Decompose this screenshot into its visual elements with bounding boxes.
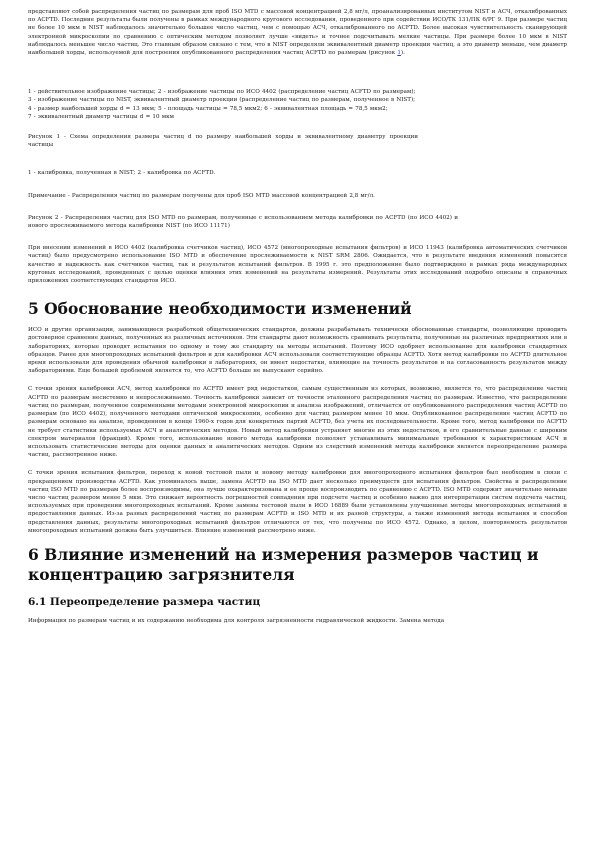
section-6-1-paragraph: Информация по размерам частиц и их содержанию необходима для контроля загрязненности гидравлической жидкости. Замена метода [28, 617, 445, 624]
iso-4402-paragraph: При внесении изменений в ИСО 4402 (калибровка счетчиков частиц), ИСО 4572 (многопроходные испытания фильтров) и ИСО 11943 (калибровка автоматических счетчиков частиц) было предусмотрено использование ISO MTD и обеспечение прослеживаемости к NIST SRM 2806. Ожидается, что в результате введения изменений повысятся качество и надежность как счетчиков частиц, так и результатов испытаний фильтров. В 1995 г. это предположение было подтверждено в рамках ряда международных круговых исследований, проведенных с целью оценки влияния этих изменений на результаты измерений. Результаты этих исследований подробно описаны в справочных приложениях соответствующих стандартов ИСО. [28, 245, 567, 285]
legend-line-2: 3 - изображение частицы по NIST, эквивалентный диаметр проекции (распределение частиц по размерам, полученное в NIST); [28, 97, 416, 104]
section-5-paragraph-3: С точки зрения испытания фильтров, переход к новой тестовой пыли и новому методу калибровки для многопроходного испытания фильтров был необходим в связи с прекращением производства ACFTD. Как упоминалось выше, замена ACFTD на ISO MTD дает несколько преимуществ для испытания фильтров. Свойства и распределение частиц ISO MTD по размерам более воспроизводимы, она лучше охарактеризована и ее проще воспроизводить по сравнению с ACFTD. ISO MTD содержит значительно меньше число частиц размером менее 5 мкм. Это снижает вероятность погрешностей совпадения при подсчете частиц и особенно важно для интерпретации систем подсчета частиц, используемых при проведении многопроходных испытаний. Кроме замены тестовой пыли в ИСО 16889 были установлены улучшенные методы многопроходных испытаний и предоставления данных. Из-за разных распределений частиц по размерам ACFTD и ISO MTD и их разной структуры, а также изменений метода испытания и способов представления данных, результаты многопроходных испытаний фильтров отличаются от тех, что получены по ИСО 4572. Однако, в целом, повторяемость результатов многопроходных испытаний должна быть улучшиться. Влияние изменений рассмотрено ниже. [28, 470, 567, 534]
legend-line-3: 4 - размер наибольшей хорды d = 13 мкм; 5 - площадь частицы = 78,5 мкм2; 6 - эквивалентная площадь = 78,5 мкм2; [28, 105, 388, 112]
figure-1-legend [28, 88, 567, 121]
intro-text-end: ). [400, 50, 405, 57]
section-6-1-heading: 6.1 Переопределение размера частиц [28, 595, 261, 608]
figure-2-note: Примечание - Распределения частиц по размерам получены для проб ISO MTD массовой концентрацией 2,8 мг/л. [28, 192, 375, 199]
intro-text: представляют собой распределения частиц по размерам для проб ISO MTD с массовой концентрацией 2,8 мг/л, проанализированных институтом NIST и АСЧ, откалиброванных по ACFTD. Последние результаты были получены в рамках международного кругового исследования, проведенного при содействии ИСО/ТК 131/ПК 6/РГ 9. При размере частиц не более 10 мкм в NIST наблюдалось значительно большее число частиц, чем с помощью АСЧ, откалиброванного по ACFTD. Более высокая чувствительность сканирующей электронной микроскопии по сравнению с оптическим методом позволяет лучше «видеть» и точнее подсчитывать мелкие частицы. При размере более 10 мкм в NIST наблюдалось меньшее число частиц. Это главным образом связано с тем, что в NIST определяли эквивалентный диаметр проекции частиц, а это диаметр меньше, чем диаметр наибольшей хорды, используемой для построения опубликованного распределения частиц ACFTD по размерам (рисунок [28, 9, 567, 57]
section-5-heading: 5 Обоснование необходимости изменений [28, 299, 412, 319]
section-5-paragraph-2: С точки зрения калибровки АСЧ, метод калибровки по ACFTD имеет ряд недостатков, самым существенным из которых, возможно, является то, что распределение частиц ACFTD по размерам несистемно и непрослеживаемо. Точность калибровки зависит от точности эталонного распределения частиц по размерам. Известно, что распределение частиц по размерам, полученное современными методами электронной микроскопии и анализа изображений, отличается от опубликованного распределения частиц ACFTD по размерам (по ИСО 4402), полученного методами оптической микроскопии, особенно для частиц размером менее 10 мкм. Опубликованное распределение частиц ACFTD по размерам основано на анализе, проведенном в конце 1960-х годов для конкретных партий ACFTD, без учета их последовательности. Кроме того, метод калибровки по ACFTD не требует статистики используемых АСЧ и аналитических методов. Новый метод калибровки устраняет многие из этих недостатков, и его сравнительные данные с широким спектром материалов (фракций). Кроме того, использование нового метода калибровки позволяет устанавливать минимальные требования к характеристикам АСЧ и использовать статистические методы для оценки данных и аналитических методов. Одним из следствий изменений метода калибровки является переопределение размера частиц, рассмотренное ниже. [28, 386, 567, 459]
figure-2-legend: 1 - калибровка, полученная в NIST; 2 - калибровка по ACFTD. [28, 170, 216, 177]
figure-1-caption: Рисунок 1 - Схема определения размера частиц d по размеру наибольшей хорды и эквивалентному диаметру проекции частицы [28, 134, 418, 149]
figure-2-caption: Рисунок 2 - Распределения частиц для ISO MTD по размерам, полученные с использованием метода калибровки по ACFTD (по ИСО 4402) и нового прослеживаемого метода калибровки NIST (по ИСО 11171) [28, 214, 458, 230]
legend-line-4: 7 - эквивалентный диаметр частицы d = 10 мкм [28, 113, 174, 120]
section-5-paragraph-1: ИСО и другие организации, занимающиеся разработкой общетехнических стандартов, должны разрабатывать технически обоснованные стандарты, позволяющие проводить достоверное сравнение данных, полученных из различных источников. Эти стандарты дают возможность сравнивать результаты, полученные на различных предприятиях или в лабораториях, которые проводят испытания по одному и тому же стандарту на методы испытаний. Поэтому ИСО одобряет использование для калибровки стандартных образцов. Ранее для многопроходных испытаний фильтров и для калибровки АСЧ использовали соответствующие образцы ACFTD. Хотя метод калибровки по ACFTD длительное время использовали для проведения обычной калибровки в лабораториях, он имеет недостатки, влияющие на точность результатов и на согласованность результатов между лабораториями. Еще большей проблемой является то, что ACFTD больше не выпускают серийно. [28, 327, 567, 375]
figure-1-link[interactable]: 1 [397, 50, 401, 57]
section-6-heading: 6 Влияние изменений на измерения размеров частиц и концентрацию загрязнителя [28, 544, 539, 584]
legend-line-1: 1 - действительное изображение частицы; 2 - изображение частицы по ИСО 4402 (распределение частиц ACFTD по размерам); [28, 89, 416, 96]
intro-paragraph [28, 8, 567, 57]
